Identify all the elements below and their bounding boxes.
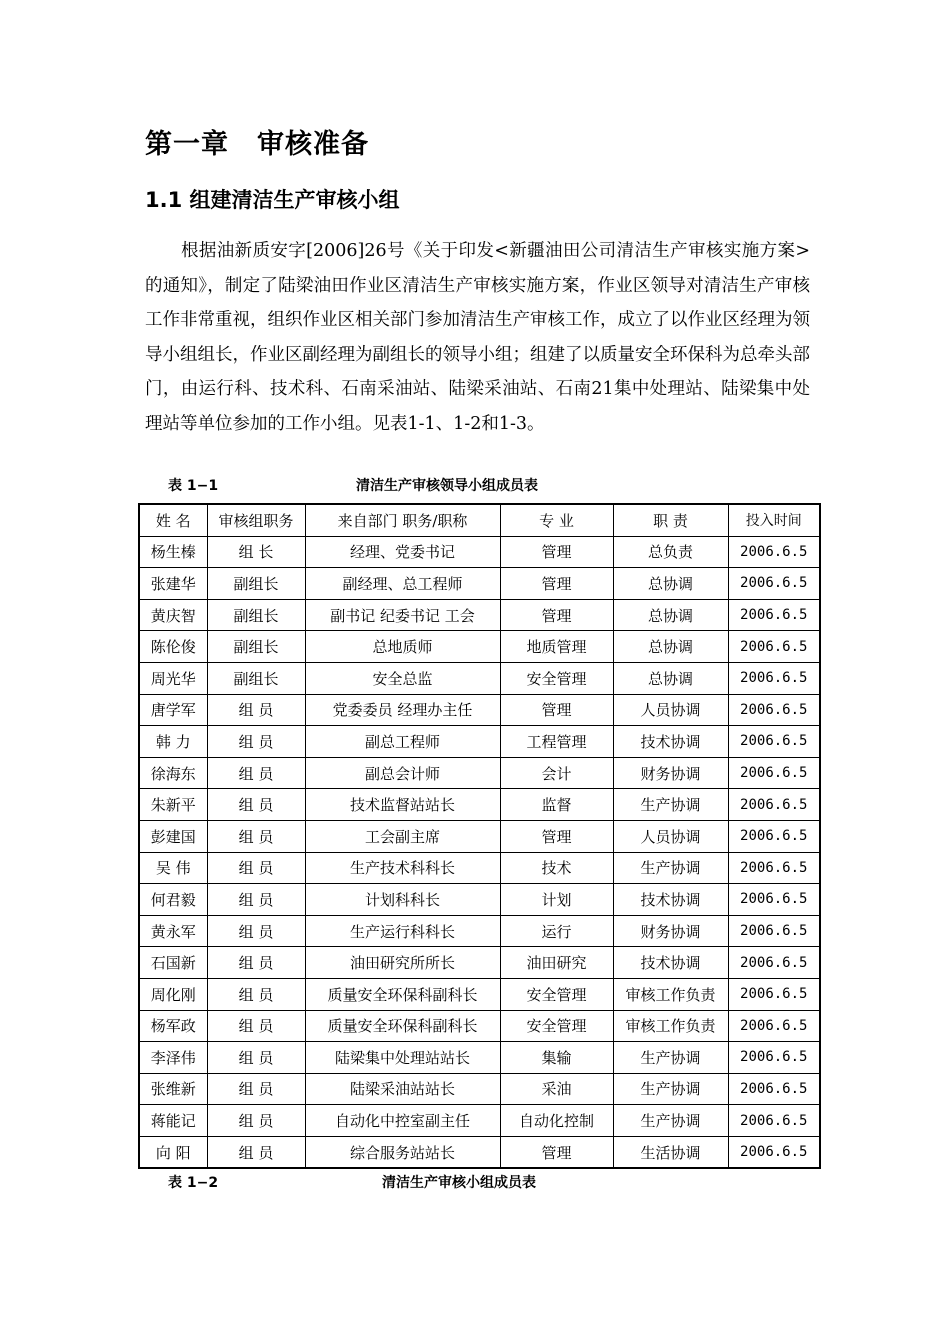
cell-department-title: 生产运行科科长 [305, 915, 500, 947]
table-header-row [139, 504, 820, 536]
header-name: 姓 名 [139, 504, 207, 536]
cell-name: 杨生榛 [139, 536, 207, 568]
cell-name: 李泽伟 [139, 1042, 207, 1074]
cell-specialty: 管理 [500, 568, 613, 600]
cell-audit-role: 组 员 [207, 726, 305, 758]
cell-responsibility: 生产协调 [613, 1042, 728, 1074]
cell-responsibility: 财务协调 [613, 757, 728, 789]
cell-start-date: 2006.6.5 [728, 884, 820, 916]
cell-responsibility: 生产协调 [613, 1073, 728, 1105]
table-row [139, 726, 820, 758]
header-audit-role: 审核组职务 [207, 504, 305, 536]
cell-department-title: 工会副主席 [305, 820, 500, 852]
cell-name: 周光华 [139, 662, 207, 694]
cell-specialty: 管理 [500, 694, 613, 726]
table-row [139, 915, 820, 947]
cell-responsibility: 技术协调 [613, 884, 728, 916]
cell-name: 唐学军 [139, 694, 207, 726]
cell-audit-role: 组 员 [207, 852, 305, 884]
table1-number: 表 1−1 [168, 478, 219, 494]
cell-audit-role: 组 员 [207, 1042, 305, 1074]
cell-audit-role: 副组长 [207, 599, 305, 631]
table-body [139, 536, 820, 1168]
cell-start-date: 2006.6.5 [728, 915, 820, 947]
cell-responsibility: 生产协调 [613, 1105, 728, 1137]
cell-specialty: 工程管理 [500, 726, 613, 758]
cell-name: 徐海东 [139, 757, 207, 789]
cell-responsibility: 生产协调 [613, 852, 728, 884]
cell-name: 杨军政 [139, 1010, 207, 1042]
cell-audit-role: 组 员 [207, 1136, 305, 1168]
cell-audit-role: 副组长 [207, 568, 305, 600]
cell-responsibility: 人员协调 [613, 694, 728, 726]
cell-department-title: 安全总监 [305, 662, 500, 694]
table-row [139, 978, 820, 1010]
cell-department-title: 质量安全环保科副科长 [305, 978, 500, 1010]
cell-specialty: 地质管理 [500, 631, 613, 663]
cell-name: 黄庆智 [139, 599, 207, 631]
cell-audit-role: 组 员 [207, 978, 305, 1010]
cell-responsibility: 人员协调 [613, 820, 728, 852]
table-row [139, 820, 820, 852]
cell-name: 朱新平 [139, 789, 207, 821]
cell-responsibility: 生活协调 [613, 1136, 728, 1168]
cell-specialty: 运行 [500, 915, 613, 947]
cell-name: 张建华 [139, 568, 207, 600]
cell-responsibility: 审核工作负责 [613, 1010, 728, 1042]
cell-specialty: 管理 [500, 1136, 613, 1168]
cell-name: 黄永军 [139, 915, 207, 947]
cell-responsibility: 总协调 [613, 631, 728, 663]
cell-start-date: 2006.6.5 [728, 789, 820, 821]
cell-start-date: 2006.6.5 [728, 852, 820, 884]
cell-responsibility: 总协调 [613, 568, 728, 600]
cell-department-title: 副经理、总工程师 [305, 568, 500, 600]
table2-number: 表 1−2 [168, 1175, 219, 1191]
table-row [139, 852, 820, 884]
cell-department-title: 生产技术科科长 [305, 852, 500, 884]
cell-audit-role: 组 员 [207, 820, 305, 852]
cell-department-title: 党委委员 经理办主任 [305, 694, 500, 726]
cell-audit-role: 组 员 [207, 694, 305, 726]
table-row [139, 947, 820, 979]
cell-specialty: 管理 [500, 820, 613, 852]
cell-audit-role: 组 员 [207, 757, 305, 789]
table-row [139, 568, 820, 600]
cell-specialty: 计划 [500, 884, 613, 916]
table-row [139, 1105, 820, 1137]
cell-start-date: 2006.6.5 [728, 978, 820, 1010]
cell-specialty: 管理 [500, 599, 613, 631]
cell-department-title: 副书记 纪委书记 工会 [305, 599, 500, 631]
table-row [139, 662, 820, 694]
table1-title: 清洁生产审核领导小组成员表 [356, 478, 538, 494]
cell-department-title: 副总会计师 [305, 757, 500, 789]
cell-department-title: 质量安全环保科副科长 [305, 1010, 500, 1042]
cell-department-title: 副总工程师 [305, 726, 500, 758]
cell-specialty: 监督 [500, 789, 613, 821]
cell-start-date: 2006.6.5 [728, 1136, 820, 1168]
cell-specialty: 管理 [500, 536, 613, 568]
cell-start-date: 2006.6.5 [728, 599, 820, 631]
cell-start-date: 2006.6.5 [728, 820, 820, 852]
cell-department-title: 综合服务站站长 [305, 1136, 500, 1168]
table-row [139, 694, 820, 726]
cell-start-date: 2006.6.5 [728, 1073, 820, 1105]
cell-responsibility: 技术协调 [613, 726, 728, 758]
cell-audit-role: 组 员 [207, 947, 305, 979]
cell-start-date: 2006.6.5 [728, 1105, 820, 1137]
cell-name: 蒋能记 [139, 1105, 207, 1137]
body-paragraph: 根据油新质安字[2006]26号《关于印发<新疆油田公司清洁生产审核实施方案>的通知》，制定了陆梁油田作业区清洁生产审核实施方案，作业区领导对清洁生产审核工作非常重视，组织作业区相关部门参加清洁生产审核工作，成立了以作业区经理为领导小组组长，作业区副经理为副组长的领导小组；组建了以质量安全环保科为总牵头部门，由运行科、技术科、石南采油站、陆梁采油站、石南21集中处理站、陆梁集中处理站等单位参加的工作小组。见表1-1、1-2和1-3。 [145, 241, 810, 434]
table-row [139, 789, 820, 821]
cell-audit-role: 组 长 [207, 536, 305, 568]
cell-responsibility: 审核工作负责 [613, 978, 728, 1010]
cell-name: 陈伦俊 [139, 631, 207, 663]
cell-name: 何君毅 [139, 884, 207, 916]
cell-audit-role: 组 员 [207, 884, 305, 916]
chapter-title: 第一章 审核准备 [145, 129, 369, 160]
cell-name: 吴 伟 [139, 852, 207, 884]
leadership-team-table [138, 503, 821, 1169]
cell-specialty: 油田研究 [500, 947, 613, 979]
cell-name: 周化刚 [139, 978, 207, 1010]
cell-name: 彭建国 [139, 820, 207, 852]
table-row [139, 536, 820, 568]
table-row [139, 1042, 820, 1074]
table2-title: 清洁生产审核小组成员表 [382, 1175, 536, 1191]
cell-specialty: 安全管理 [500, 978, 613, 1010]
cell-start-date: 2006.6.5 [728, 1010, 820, 1042]
cell-specialty: 安全管理 [500, 1010, 613, 1042]
cell-specialty: 技术 [500, 852, 613, 884]
cell-audit-role: 副组长 [207, 631, 305, 663]
cell-responsibility: 财务协调 [613, 915, 728, 947]
cell-start-date: 2006.6.5 [728, 631, 820, 663]
cell-start-date: 2006.6.5 [728, 757, 820, 789]
table-row [139, 757, 820, 789]
cell-start-date: 2006.6.5 [728, 536, 820, 568]
cell-specialty: 会计 [500, 757, 613, 789]
section-title: 1.1 组建清洁生产审核小组 [145, 188, 400, 212]
cell-start-date: 2006.6.5 [728, 694, 820, 726]
cell-specialty: 自动化控制 [500, 1105, 613, 1137]
table-row [139, 1073, 820, 1105]
cell-department-title: 经理、党委书记 [305, 536, 500, 568]
cell-start-date: 2006.6.5 [728, 568, 820, 600]
cell-specialty: 集输 [500, 1042, 613, 1074]
cell-audit-role: 组 员 [207, 1073, 305, 1105]
header-start-date: 投入时间 [728, 504, 820, 536]
cell-start-date: 2006.6.5 [728, 726, 820, 758]
header-specialty: 专 业 [500, 504, 613, 536]
cell-department-title: 油田研究所所长 [305, 947, 500, 979]
cell-responsibility: 总负责 [613, 536, 728, 568]
cell-responsibility: 总协调 [613, 599, 728, 631]
cell-specialty: 采油 [500, 1073, 613, 1105]
cell-responsibility: 生产协调 [613, 789, 728, 821]
table-row [139, 1010, 820, 1042]
cell-department-title: 技术监督站站长 [305, 789, 500, 821]
cell-audit-role: 副组长 [207, 662, 305, 694]
cell-audit-role: 组 员 [207, 789, 305, 821]
cell-audit-role: 组 员 [207, 1105, 305, 1137]
cell-department-title: 计划科科长 [305, 884, 500, 916]
header-department-title: 来自部门 职务/职称 [305, 504, 500, 536]
cell-start-date: 2006.6.5 [728, 947, 820, 979]
cell-department-title: 陆梁采油站站长 [305, 1073, 500, 1105]
cell-name: 张维新 [139, 1073, 207, 1105]
cell-audit-role: 组 员 [207, 915, 305, 947]
cell-name: 石国新 [139, 947, 207, 979]
table-row [139, 1136, 820, 1168]
cell-department-title: 自动化中控室副主任 [305, 1105, 500, 1137]
header-responsibility: 职 责 [613, 504, 728, 536]
cell-name: 向 阳 [139, 1136, 207, 1168]
cell-specialty: 安全管理 [500, 662, 613, 694]
table-row [139, 631, 820, 663]
cell-start-date: 2006.6.5 [728, 662, 820, 694]
cell-department-title: 总地质师 [305, 631, 500, 663]
cell-responsibility: 技术协调 [613, 947, 728, 979]
cell-name: 韩 力 [139, 726, 207, 758]
cell-audit-role: 组 员 [207, 1010, 305, 1042]
table-row [139, 884, 820, 916]
cell-start-date: 2006.6.5 [728, 1042, 820, 1074]
cell-responsibility: 总协调 [613, 662, 728, 694]
cell-department-title: 陆梁集中处理站站长 [305, 1042, 500, 1074]
table-row [139, 599, 820, 631]
